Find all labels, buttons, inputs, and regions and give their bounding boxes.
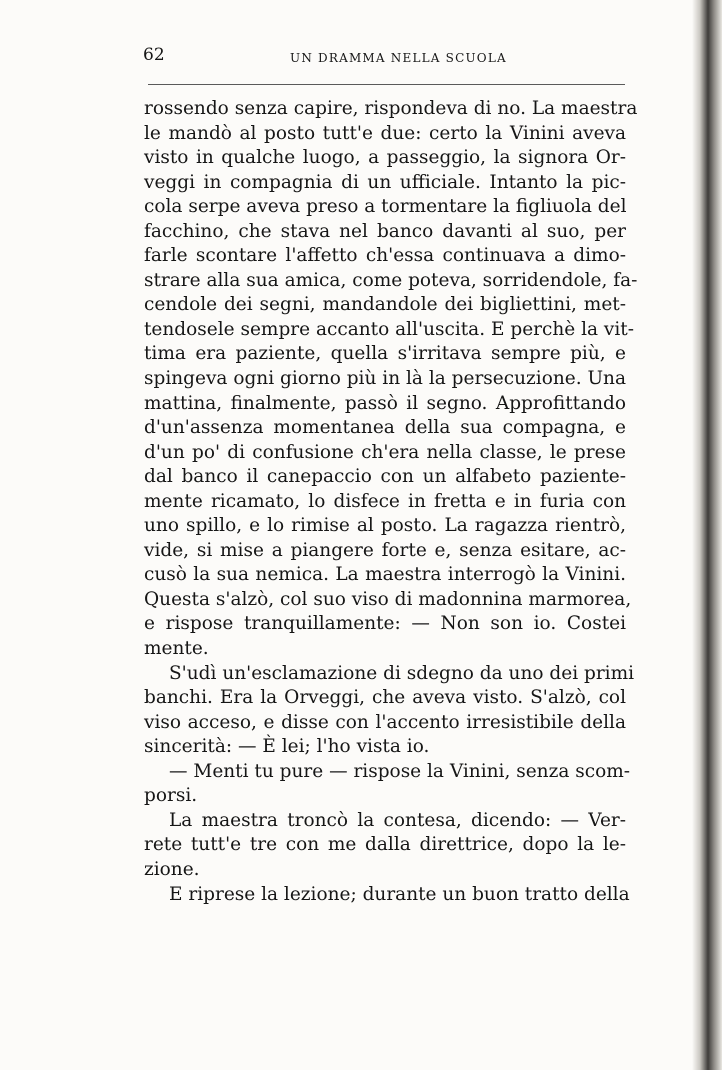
- header-rule: [148, 84, 625, 85]
- text-line: uno spillo, e lo rimise al posto. La ragazza rientrò,: [144, 515, 626, 537]
- text-line: cusò la sua nemica. La maestra interrogò la Vinini.: [144, 564, 626, 586]
- text-line: d'un po' di confusione ch'era nella classe, le prese: [144, 441, 626, 463]
- text-line: le mandò al posto tutt'e due: certo la Vinini aveva: [144, 122, 626, 144]
- text-line: facchino, che stava nel banco davanti al suo, per: [144, 220, 626, 242]
- text-line: E riprese la lezione; durante un buon tratto della: [169, 883, 630, 905]
- text-line: banchi. Era la Orveggi, che aveva visto. S'alzò, col: [144, 687, 626, 709]
- text-line: tendosele sempre accanto all'uscita. E perchè la vit-: [144, 318, 634, 340]
- text-line: vide, si mise a piangere forte e, senza esitare, ac-: [144, 539, 626, 561]
- text-line: — Menti tu pure — rispose la Vinini, senza scom-: [169, 760, 631, 782]
- text-line: mente ricamato, lo disfece in fretta e in furia con: [144, 490, 626, 512]
- text-line: cola serpe aveva preso a tormentare la figliuola del: [144, 196, 627, 218]
- text-line: zione.: [144, 858, 200, 880]
- running-title: UN DRAMMA NELLA SCUOLA: [290, 51, 507, 65]
- text-line: e rispose tranquillamente: — Non son io. Costei: [144, 613, 626, 635]
- book-spine-shadow: [692, 0, 722, 1070]
- text-line: visto in qualche luogo, a passeggio, la signora Or-: [144, 147, 626, 169]
- page-number: 62: [143, 45, 165, 65]
- text-line: sincerità: — È lei; l'ho vista io.: [144, 736, 430, 758]
- text-line: porsi.: [144, 785, 198, 807]
- text-line: strare alla sua amica, come poteva, sorridendole, fa-: [144, 269, 638, 291]
- body-text: [144, 97, 638, 907]
- text-line: viso acceso, e disse con l'accento irresistibile della: [144, 711, 626, 733]
- text-line: rossendo senza capire, rispondeva di no. La maestra: [144, 98, 638, 119]
- text-line: mente.: [144, 638, 209, 660]
- text-line: d'un'assenza momentanea della sua compagna, e: [144, 417, 626, 439]
- text-line: spingeva ogni giorno più in là la persecuzione. Una: [144, 368, 626, 390]
- text-line: Questa s'alzò, col suo viso di madonnina marmorea,: [144, 588, 632, 610]
- text-line: veggi in compagnia di un ufficiale. Intanto la pic-: [144, 171, 626, 193]
- text-line: mattina, finalmente, passò il segno. Approfittando: [144, 392, 626, 414]
- text-line: farle scontare l'affetto ch'essa continuava a dimo-: [144, 245, 626, 267]
- text-line: tima era paziente, quella s'irritava sempre più, e: [144, 343, 626, 365]
- text-line: S'udì un'esclamazione di sdegno da uno dei primi: [169, 662, 635, 684]
- text-line: rete tutt'e tre con me dalla direttrice, dopo la le-: [144, 834, 626, 856]
- text-line: La maestra troncò la contesa, dicendo: — Ver-: [169, 809, 626, 831]
- text-line: cendole dei segni, mandandole dei bigliettini, met-: [144, 294, 626, 316]
- text-line: dal banco il canepaccio con un alfabeto paziente-: [144, 466, 626, 488]
